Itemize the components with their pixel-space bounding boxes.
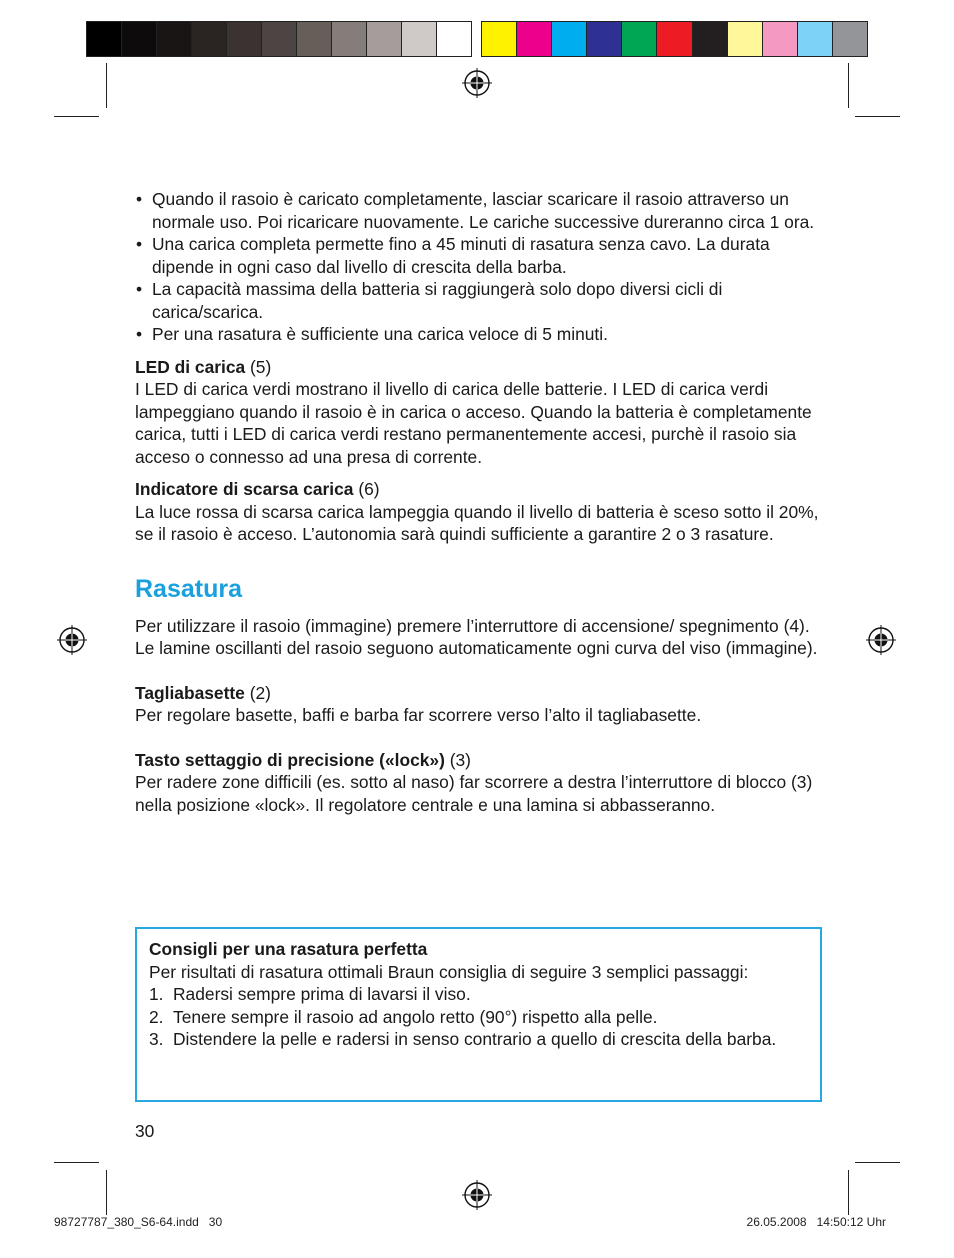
crop-mark xyxy=(54,116,99,117)
color-swatch xyxy=(728,22,763,56)
color-swatch xyxy=(367,22,402,56)
list-item: 3. Distendere la pelle e radersi in senso contrario a quello di crescita della barba. xyxy=(149,1029,777,1049)
page-content xyxy=(135,188,825,816)
list-item: 2. Tenere sempre il rasoio ad angolo retto (90°) rispetto alla pelle. xyxy=(149,1006,658,1027)
crop-mark xyxy=(855,116,900,117)
crop-mark xyxy=(106,63,107,108)
list-item: • Per una rasatura è sufficiente una carica veloce di 5 minuti. xyxy=(135,323,825,346)
low-battery-section xyxy=(135,478,825,546)
registration-mark-icon xyxy=(462,1180,492,1210)
registration-mark-icon xyxy=(462,68,492,98)
footer-file-info: 98727787_380_S6-64.indd 30 xyxy=(54,1215,223,1229)
crop-mark xyxy=(54,1162,99,1163)
tips-title: Consigli per una rasatura perfetta xyxy=(149,939,428,959)
crop-mark xyxy=(855,1162,900,1163)
section-text: I LED di carica verdi mostrano il livello di carica delle batterie. I LED di carica verdi lampeggiano quando il rasoio è in carica o acceso. Quando la batteria è completamente carica, tutti i LED di carica verdi restano permanentemente accesi, purchè il rasoio sia acceso o connesso ad una presa di corrente. xyxy=(135,379,812,467)
color-swatch xyxy=(332,22,367,56)
color-swatch xyxy=(227,22,262,56)
trimmer-section xyxy=(135,682,825,727)
color-swatch xyxy=(437,22,471,56)
footer-timestamp: 26.05.2008 14:50:12 Uhr xyxy=(746,1215,886,1229)
list-item: • Una carica completa permette fino a 45 minuti di rasatura senza cavo. La durata dipende in ogni caso dal livello di crescita della barba. xyxy=(135,233,825,278)
color-swatch xyxy=(122,22,157,56)
section-heading: Rasatura xyxy=(135,574,242,603)
registration-mark-icon xyxy=(57,625,87,655)
color-swatch xyxy=(517,22,552,56)
lock-section xyxy=(135,749,825,817)
color-swatch xyxy=(297,22,332,56)
color-swatch xyxy=(622,22,657,56)
color-swatch xyxy=(87,22,122,56)
color-swatch xyxy=(552,22,587,56)
tips-intro: Per risultati di rasatura ottimali Braun consiglia di seguire 3 semplici passaggi: xyxy=(149,961,749,982)
tips-box xyxy=(135,927,822,1102)
tips-steps xyxy=(149,983,808,1051)
crop-mark xyxy=(848,63,849,108)
color-swatch xyxy=(763,22,798,56)
process-color-bar xyxy=(481,21,868,57)
color-swatch xyxy=(192,22,227,56)
section-text: La luce rossa di scarsa carica lampeggia quando il livello di batteria è sceso sotto il 20%, se il rasoio è acceso. L’autonomia sarà quindi sufficiente a garantire 2 o 3 rasature. xyxy=(135,501,819,544)
color-swatch xyxy=(402,22,437,56)
crop-mark xyxy=(848,1170,849,1215)
section-title: LED di carica (5) xyxy=(135,356,272,377)
battery-bullet-list xyxy=(135,188,825,346)
section-text: Per regolare basette, baffi e barba far scorrere verso l’alto il tagliabasette. xyxy=(135,705,702,725)
section-title: Indicatore di scarsa carica (6) xyxy=(135,479,380,499)
color-swatch xyxy=(833,22,867,56)
list-item: 1. Radersi sempre prima di lavarsi il viso. xyxy=(149,984,471,1004)
list-item: • Quando il rasoio è caricato completamente, lasciar scaricare il rasoio attraverso un normale uso. Poi ricaricare nuovamente. Le cariche successive dureranno circa 1 ora. xyxy=(135,188,825,233)
section-title: Tagliabasette (2) xyxy=(135,682,271,703)
color-swatch xyxy=(157,22,192,56)
color-swatch xyxy=(693,22,728,56)
grayscale-color-bar xyxy=(86,21,472,57)
color-swatch xyxy=(587,22,622,56)
crop-mark xyxy=(106,1170,107,1215)
color-swatch xyxy=(657,22,692,56)
registration-mark-icon xyxy=(866,625,896,655)
list-item: • La capacità massima della batteria si raggiungerà solo dopo diversi cicli di carica/scarica. xyxy=(135,278,825,323)
section-text: Per radere zone difficili (es. sotto al naso) far scorrere a destra l’interruttore di blocco (3) nella posizione «lock». Il regolatore centrale e una lamina si abbasseranno. xyxy=(135,772,813,815)
led-section xyxy=(135,356,825,469)
color-swatch xyxy=(482,22,517,56)
color-swatch xyxy=(262,22,297,56)
section-title: Tasto settaggio di precisione («lock») (3) xyxy=(135,749,471,770)
intro-paragraph: Per utilizzare il rasoio (immagine) premere l’interruttore di accensione/ spegnimento (4). Le lamine oscillanti del rasoio seguono automaticamente ogni curva del viso (immagine). xyxy=(135,615,818,658)
color-swatch xyxy=(798,22,833,56)
page-number: 30 xyxy=(135,1121,155,1141)
